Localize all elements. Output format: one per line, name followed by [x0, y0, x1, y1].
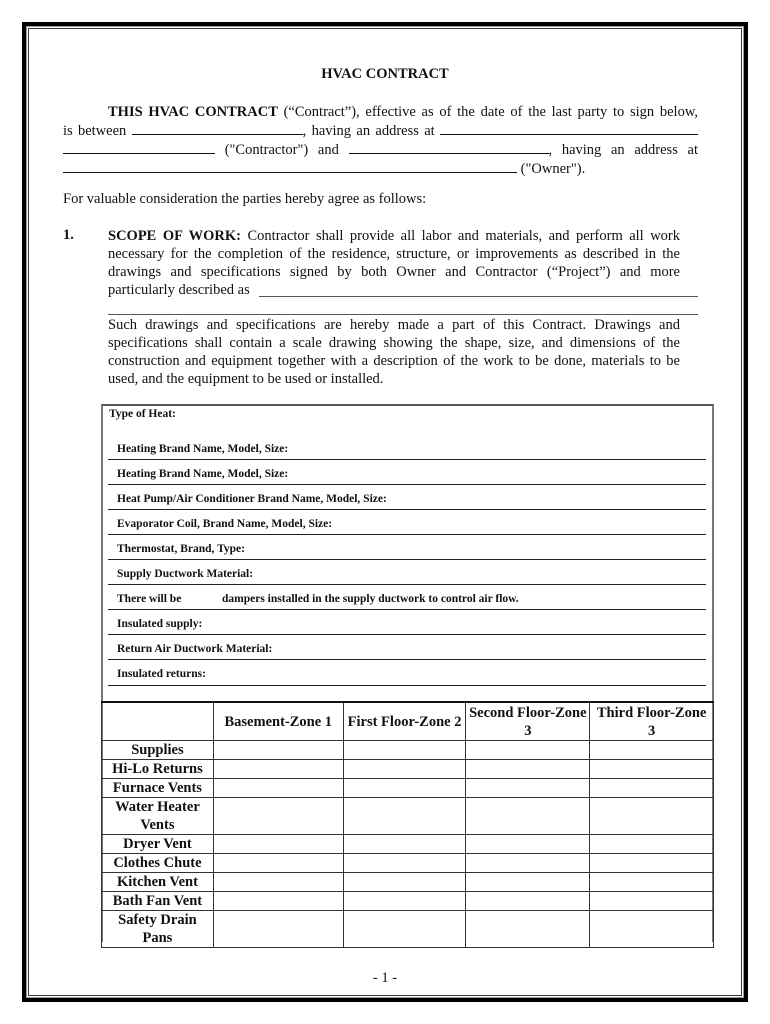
row-label: Supplies	[102, 741, 214, 760]
table-cell[interactable]	[343, 779, 466, 798]
drawings-line: Such drawings and specifications are hereby made a part of this Contract. Drawings and	[108, 317, 680, 333]
header-cell: Basement-Zone 1	[213, 702, 343, 741]
table-row	[102, 854, 714, 873]
dampers-text: dampers installed in the supply ductwork to control air flow.	[222, 593, 519, 605]
table-cell[interactable]	[343, 741, 466, 760]
table-cell[interactable]	[466, 798, 590, 835]
scope-line-1: SCOPE OF WORK: Contractor shall provide all labor and materials, and perform all work	[108, 228, 680, 244]
table-cell[interactable]	[343, 873, 466, 892]
table-cell[interactable]	[466, 911, 590, 948]
table-cell[interactable]	[466, 854, 590, 873]
thermostat-field[interactable]	[108, 559, 706, 560]
table-cell[interactable]	[466, 741, 590, 760]
row-label: Hi-Lo Returns	[102, 760, 214, 779]
scope-line-3: drawings and specifications signed by both Owner and Contractor (“Project”) and more	[108, 264, 680, 280]
contractor-name-blank[interactable]	[132, 121, 303, 135]
table-cell[interactable]	[213, 779, 343, 798]
header-cell: First Floor-Zone 2	[343, 702, 466, 741]
drawings-line: specifications shall contain a scale drawing showing the shape, size, and dimensions of the	[108, 335, 680, 351]
insulated-supply-label: Insulated supply:	[117, 618, 203, 630]
intro-paragraph	[63, 103, 698, 178]
scope-line-4: particularly described as	[108, 282, 250, 298]
header-cell	[102, 702, 214, 741]
project-description-blank[interactable]	[259, 296, 698, 297]
heat-pump-field[interactable]	[108, 509, 706, 510]
row-label: Water Heater Vents	[102, 798, 214, 835]
contractor-address-blank[interactable]	[440, 121, 698, 135]
document-title: HVAC CONTRACT	[321, 66, 449, 82]
table-cell[interactable]	[590, 760, 714, 779]
table-cell[interactable]	[213, 835, 343, 854]
table-cell[interactable]	[213, 760, 343, 779]
table-row	[102, 760, 714, 779]
supply-ductwork-label: Supply Ductwork Material:	[117, 568, 254, 580]
table-cell[interactable]	[343, 911, 466, 948]
table-row	[102, 779, 714, 798]
page-number: - 1 -	[372, 970, 398, 986]
table-cell[interactable]	[213, 798, 343, 835]
table-cell[interactable]	[343, 798, 466, 835]
return-air-ductwork-label: Return Air Ductwork Material:	[117, 643, 273, 655]
drawings-line: construction and equipment together with a description of the work to be done, materials to be	[108, 353, 680, 369]
insulated-returns-field[interactable]	[108, 685, 706, 686]
table-cell[interactable]	[343, 854, 466, 873]
heating-brand-field-2[interactable]	[108, 484, 706, 485]
zones-table	[101, 701, 714, 948]
table-cell[interactable]	[343, 760, 466, 779]
table-cell[interactable]	[213, 854, 343, 873]
heat-pump-label: Heat Pump/Air Conditioner Brand Name, Model, Size:	[117, 493, 387, 505]
table-cell[interactable]	[590, 873, 714, 892]
table-row	[102, 741, 714, 760]
scope-line-2: necessary for the completion of the residence, structure, or improvements as described in the	[108, 246, 680, 262]
dampers-count-label: There will be	[117, 593, 182, 605]
dampers-field[interactable]	[108, 609, 706, 610]
table-header-row	[102, 702, 714, 741]
heating-brand-label: Heating Brand Name, Model, Size:	[117, 443, 289, 455]
table-cell[interactable]	[590, 779, 714, 798]
owner-address-blank[interactable]	[63, 159, 517, 173]
table-cell[interactable]	[590, 798, 714, 835]
table-cell[interactable]	[466, 873, 590, 892]
table-cell[interactable]	[343, 892, 466, 911]
row-label: Furnace Vents	[102, 779, 214, 798]
evaporator-coil-field[interactable]	[108, 534, 706, 535]
intro-line-2: is between , having an address at	[63, 121, 698, 140]
intro-line-3: ("Contractor") and , having an address at	[63, 140, 698, 159]
contract-lead: THIS HVAC CONTRACT	[108, 104, 278, 120]
table-cell[interactable]	[466, 835, 590, 854]
return-air-ductwork-field[interactable]	[108, 659, 706, 660]
scope-heading: SCOPE OF WORK:	[108, 228, 242, 244]
table-cell[interactable]	[590, 854, 714, 873]
table-row	[102, 911, 714, 948]
insulated-supply-field[interactable]	[108, 634, 706, 635]
intro-line-1: THIS HVAC CONTRACT (“Contract”), effective as of the date of the last party to sign below,	[108, 104, 698, 120]
insulated-returns-label: Insulated returns:	[117, 668, 206, 680]
project-description-blank-2[interactable]	[108, 314, 698, 315]
table-cell[interactable]	[590, 835, 714, 854]
scope-of-work-paragraph	[108, 227, 680, 299]
header-cell: Third Floor-Zone 3	[590, 702, 714, 741]
table-cell[interactable]	[466, 892, 590, 911]
evaporator-coil-label: Evaporator Coil, Brand Name, Model, Size:	[117, 518, 333, 530]
drawings-paragraph	[108, 316, 680, 388]
table-cell[interactable]	[590, 892, 714, 911]
row-label: Kitchen Vent	[102, 873, 214, 892]
row-label: Clothes Chute	[102, 854, 214, 873]
row-label: Bath Fan Vent	[102, 892, 214, 911]
section-number: 1.	[63, 227, 74, 243]
row-label: Dryer Vent	[102, 835, 214, 854]
table-row	[102, 892, 714, 911]
thermostat-label: Thermostat, Brand, Type:	[117, 543, 245, 555]
table-cell[interactable]	[213, 741, 343, 760]
table-cell[interactable]	[213, 873, 343, 892]
supply-ductwork-field[interactable]	[108, 584, 706, 585]
table-row	[102, 798, 714, 835]
header-cell: Second Floor-Zone 3	[466, 702, 590, 741]
table-cell[interactable]	[343, 835, 466, 854]
table-cell[interactable]	[213, 911, 343, 948]
table-cell[interactable]	[590, 741, 714, 760]
heating-brand-field[interactable]	[108, 459, 706, 460]
contractor-address-blank-2[interactable]	[63, 140, 215, 154]
owner-name-blank[interactable]	[349, 140, 549, 154]
consideration-text: For valuable consideration the parties hereby agree as follows:	[63, 191, 427, 207]
table-cell[interactable]	[590, 911, 714, 948]
heating-brand-label-2: Heating Brand Name, Model, Size:	[117, 468, 289, 480]
table-row	[102, 835, 714, 854]
type-of-heat-label: Type of Heat:	[109, 408, 176, 420]
row-label: Safety Drain Pans	[102, 911, 214, 948]
table-cell[interactable]	[466, 760, 590, 779]
table-cell[interactable]	[466, 779, 590, 798]
table-cell[interactable]	[213, 892, 343, 911]
table-row	[102, 873, 714, 892]
intro-line-4: ("Owner").	[63, 159, 698, 178]
drawings-line: used, and the equipment to be used or installed.	[108, 371, 384, 387]
